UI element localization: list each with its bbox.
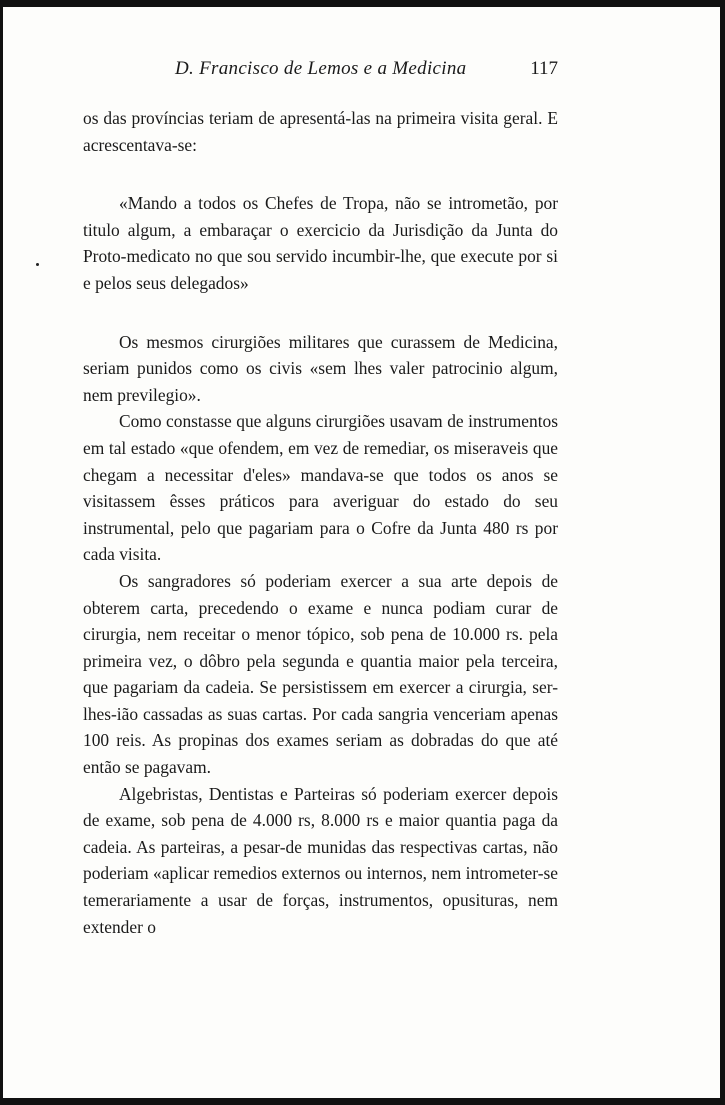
paragraph-instruments: Como constasse que alguns cirurgiões usavam de instrumentos em tal estado «que ofendem, em vez de remediar, os miseraveis que chegam a necessitar d'eles» mandava-se que todos os anos se visitassem êsses práticos para averiguar do estado do seu instrumental, pelo que pagariam para o Cofre da Junta 480 rs por cada visita. — [83, 411, 558, 565]
scan-speck — [36, 263, 39, 266]
book-page — [83, 58, 558, 940]
running-head — [83, 58, 558, 88]
paragraph-military-surgeons: Os mesmos cirurgiões militares que curassem de Medicina, seriam punidos como os civis «sem lhes valer patrocinio algum, nem previlegio». — [83, 331, 558, 405]
page-number: 117 — [530, 58, 558, 79]
paragraph-continuation: os das províncias teriam de apresentá-las na primeira visita geral. E acrescentava-se: — [83, 108, 558, 155]
paragraph-bleeders: Os sangradores só poderiam exercer a sua arte depois de obterem carta, precedendo o exame e nunca podiam curar de cirurgia, nem receitar o menor tópico, sob pena de 10.000 rs. pela primeira vez, o dôbro pela segunda e quantia maior pela terceira, que pagariam da cadeia. Se persistissem em exercer a cirurgia, ser-lhes-ião cassadas as suas cartas. Por cada sangria venceriam apenas 100 reis. As propinas dos exames seriam as dobradas do que até então se pagavam. — [83, 570, 558, 778]
paragraph-quotation: «Mando a todos os Chefes de Tropa, não se intrometão, por titulo algum, a embaraçar o exercicio da Jurisdição da Junta do Proto-medicato no que sou servido incumbir-lhe, que execute por si e pelos seus delegados» — [83, 193, 558, 293]
body-text — [83, 105, 558, 940]
running-title: D. Francisco de Lemos e a Medicina — [175, 58, 467, 79]
paragraph-midwives: Algebristas, Dentistas e Parteiras só poderiam exercer depois de exame, sob pena de 4.000 rs, 8.000 rs e maior quantia paga da cadeia. As parteiras, a pesar-de munidas das respectivas cartas, não poderiam «aplicar remedios externos ou internos, nem intrometer-se temerariamente a usar de forças, instrumentos, opusituras, nem extender o — [83, 783, 558, 937]
